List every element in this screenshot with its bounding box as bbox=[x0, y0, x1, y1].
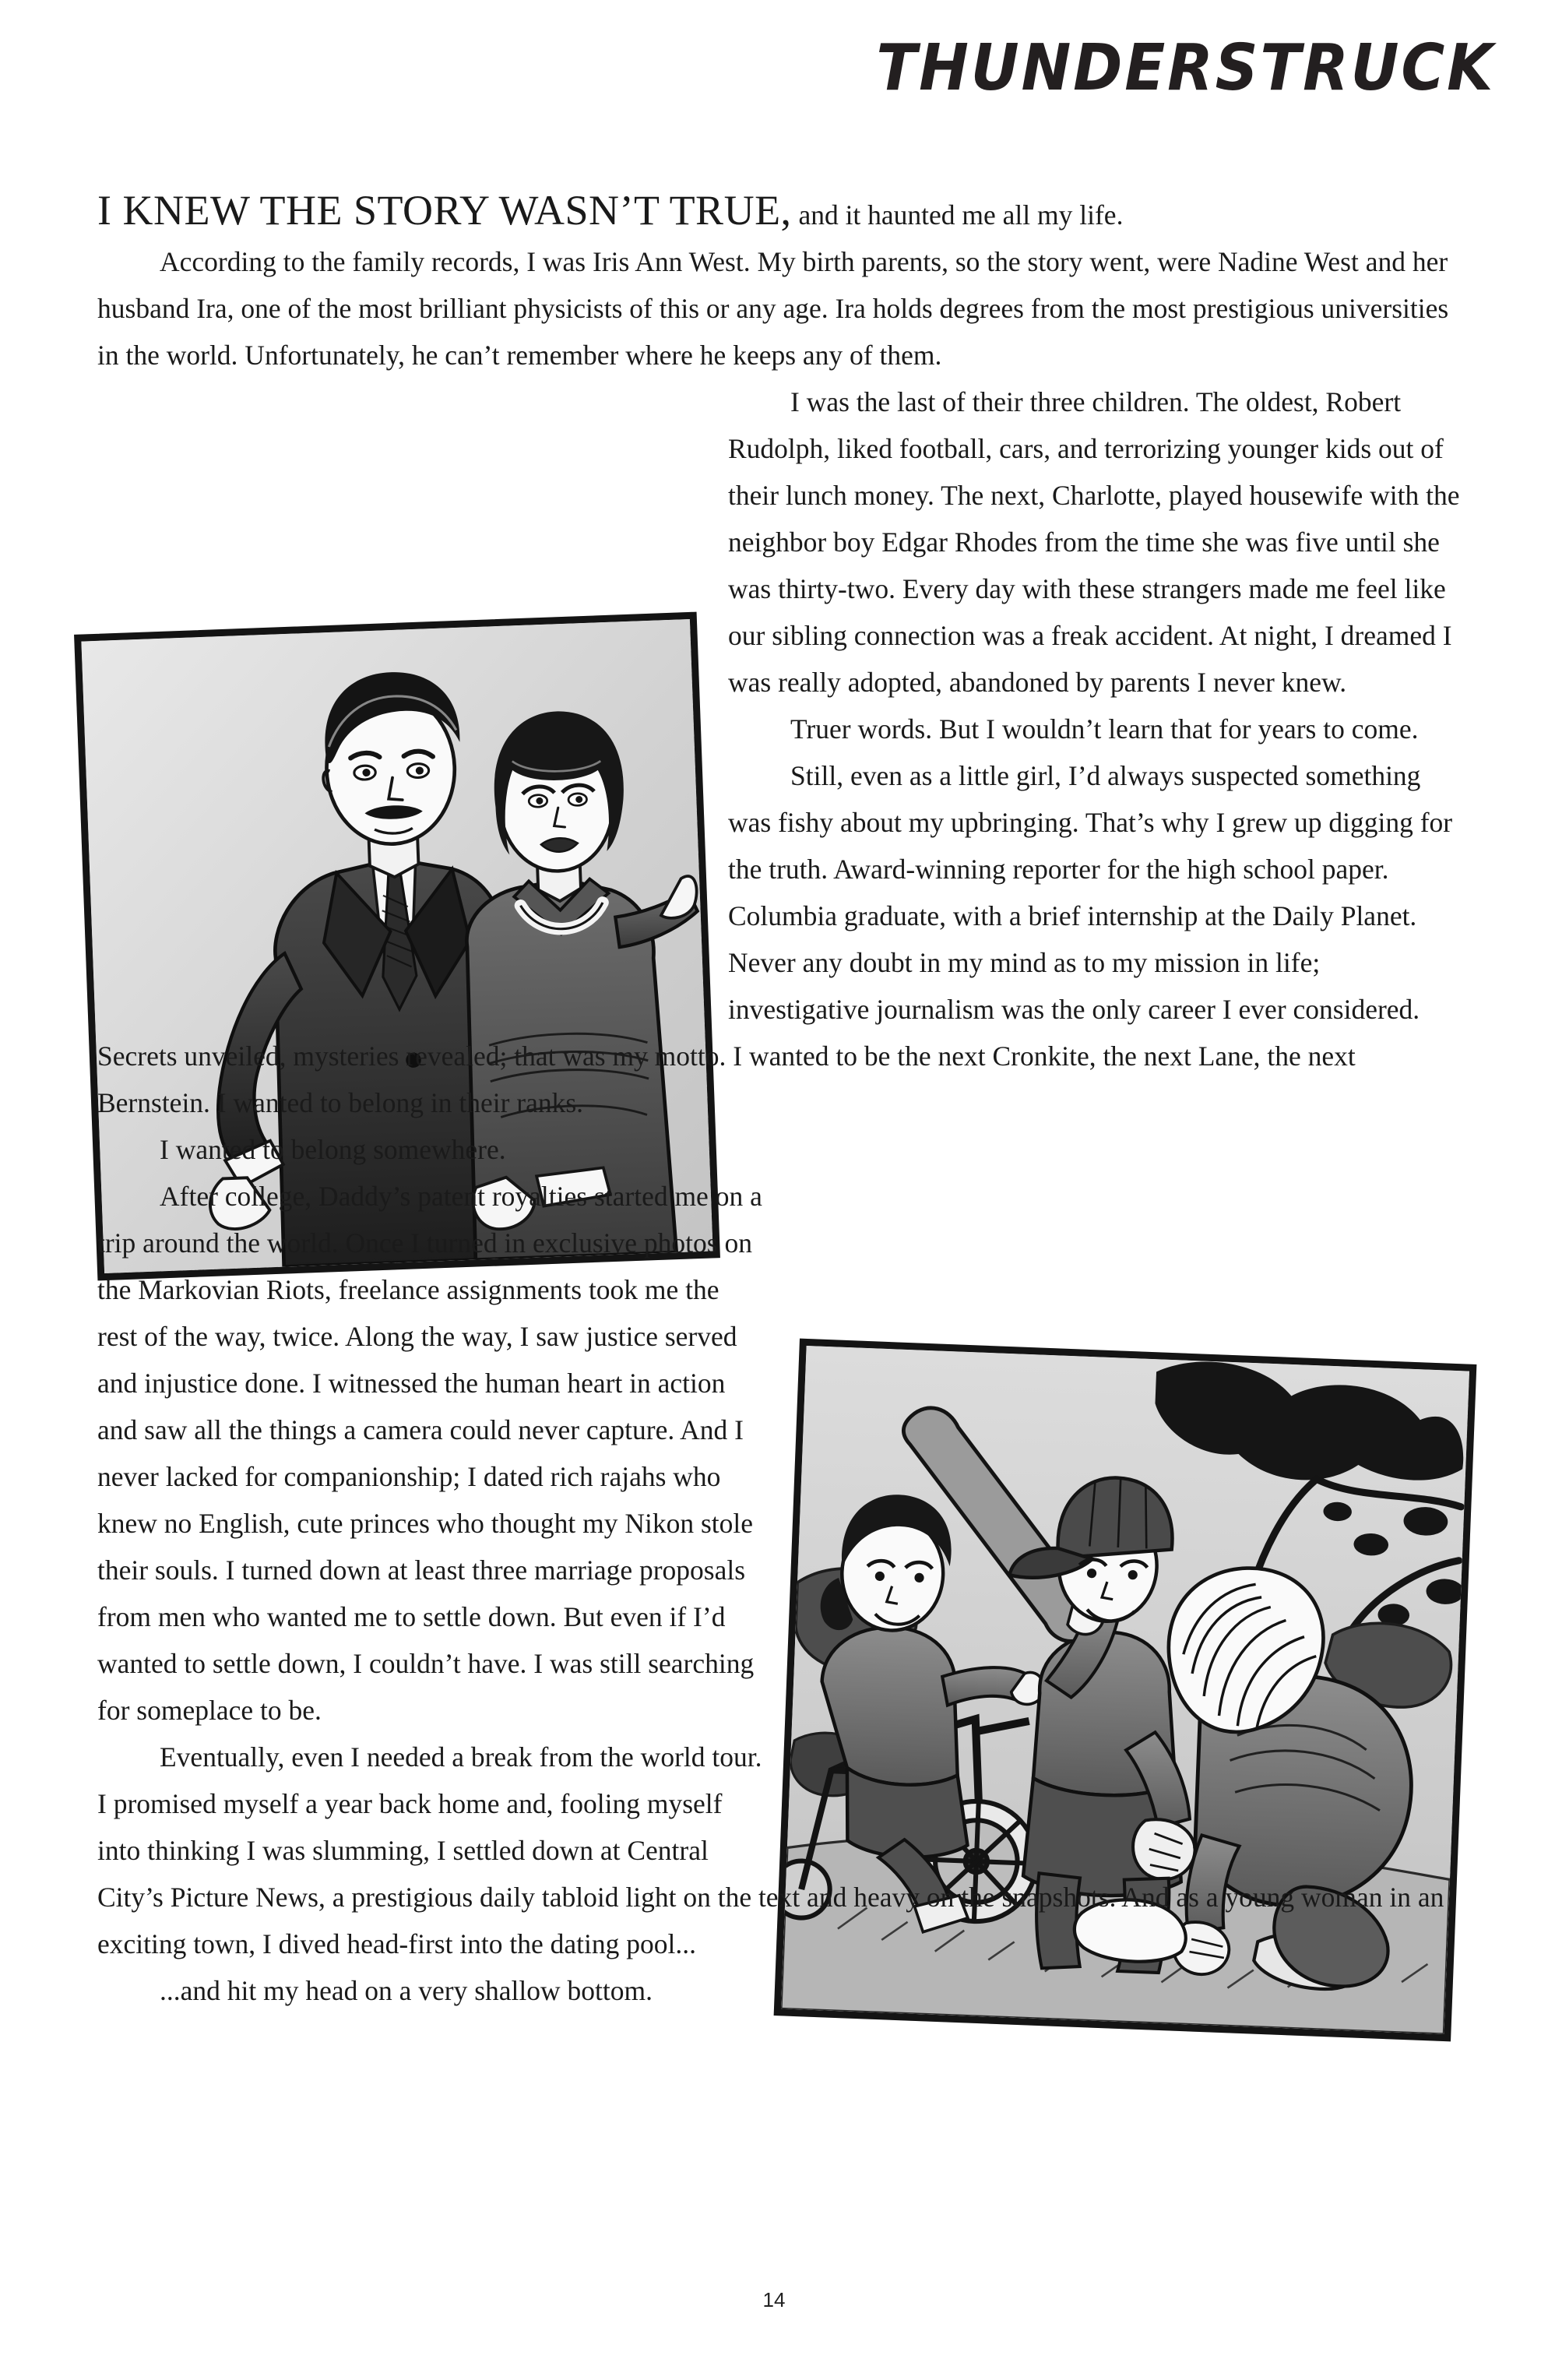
figure-wrap-spacer-left bbox=[97, 378, 728, 1033]
book-title: THUNDERSTRUCK bbox=[876, 31, 1495, 105]
paragraph-4: Still, even as a little girl, I’d always suspected something was fishy about my upbringing. That’s why I grew up digging for the truth. Award-winning reporter for the high school paper. Columbia graduate, with a brief internship at the Daily Planet. Never any doubt in my mind as to my mission in life; investigative journalism was the only career I ever considered. Secrets unveiled, mysteries revealed; that was my motto. I wanted to be the next Cronkite, the next Lane, the next Bernstein. I wanted to belong in their ranks. bbox=[97, 760, 1453, 1118]
article-body bbox=[97, 187, 1464, 2014]
paragraph-6: After college, Daddy’s patent royalties started me on a trip around the world. Once I turned in exclusive photos on the Markovian Riots, freelance assignments took me the rest of the way, twice. Along the way, I saw justice served and injustice done. I witnessed the human heart in action and saw all the things a camera could never capture. And I never lacked for companionship; I dated rich rajahs who knew no English, cute princes who thought my Nikon stole their souls. I turned down at least three marriage proposals from men who wanted me to settle down. But even if I’d wanted to settle down, I couldn’t have. I was still searching for someplace to be. bbox=[97, 1181, 762, 1726]
paragraph-3: Truer words. But I wouldn’t learn that for years to come. bbox=[790, 713, 1419, 745]
opening-line-rest: and it haunted me all my life. bbox=[791, 199, 1124, 231]
paragraph-8: ...and hit my head on a very shallow bottom. bbox=[160, 1975, 653, 2006]
paragraph-2: I was the last of their three children. The oldest, Robert Rudolph, liked football, cars, and terrorizing younger kids out of their lunch money. The next, Charlotte, played housewife with the neighbor boy Edgar Rhodes from the time she was five until she was thirty-two. Every day with these strangers made me feel like our sibling connection was a freak accident. At night, I dreamed I was really adopted, abandoned by parents I never knew. bbox=[728, 386, 1460, 698]
paragraph-1: According to the family records, I was Iris Ann West. My birth parents, so the story went, were Nadine West and her husband Ira, one of the most brilliant physicists of this or any age. Ira holds degrees from the most prestigious universities in the world. Unfortunately, he can’t remember where he keeps any of them. bbox=[97, 246, 1449, 371]
page-number: 14 bbox=[762, 2288, 786, 2311]
opening-line bbox=[97, 187, 1464, 238]
paragraph-7: Eventually, even I needed a break from the world tour. I promised myself a year back home and, fooling myself into thinking I was slumming, I settled down at Central City’s Picture News, a prestigious daily tabloid light on the text and heavy on the snapshots. And as a young woman in an exciting town, I dived head-first into the dating pool... bbox=[97, 1741, 1444, 1959]
opening-line-caps: I KNEW THE STORY WASN’T TRUE, bbox=[97, 187, 792, 234]
paragraph-5: I wanted to belong somewhere. bbox=[160, 1134, 506, 1165]
figure-wrap-spacer-right bbox=[763, 1173, 1464, 1858]
